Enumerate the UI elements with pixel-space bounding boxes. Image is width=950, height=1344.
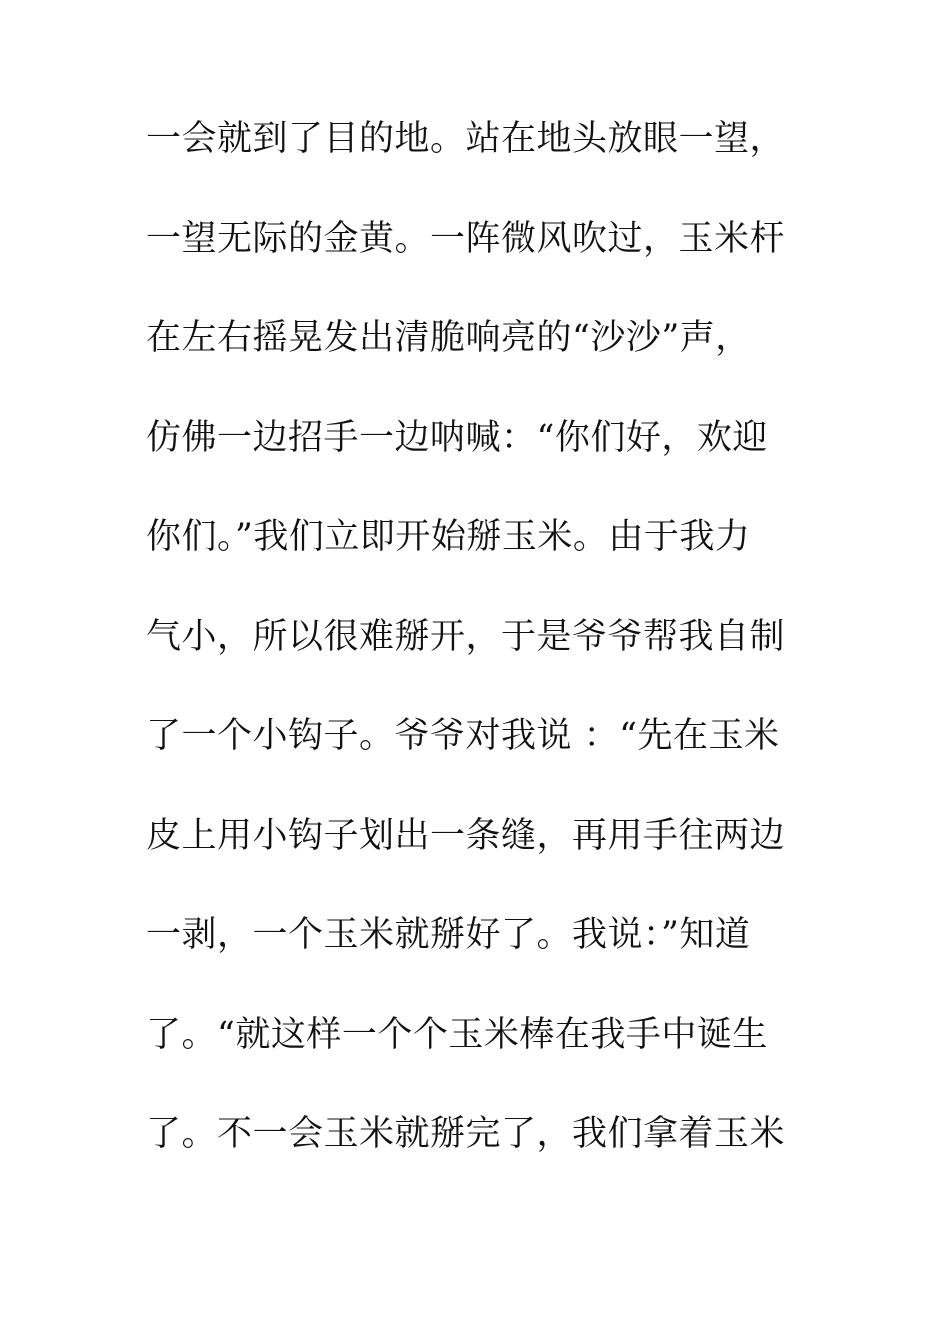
text-line-3: 在左右摇晃发出清脆响亮的“沙沙”声， xyxy=(146,318,751,358)
text-line-2: 一望无际的金黄。一阵微风吹过，玉米杆 xyxy=(146,218,786,259)
text-line-5: 你们。”我们立即开始掰玉米。由于我力 xyxy=(146,517,751,557)
text-line-8: 皮上用小钩子划出一条缝，再用手往两边 xyxy=(146,815,786,856)
text-line-1: 一会就到了目的地。站在地头放眼一望， xyxy=(146,119,786,159)
text-line-6: 气小，所以很难掰开，于是爷爷帮我自制 xyxy=(146,616,786,657)
text-line-11: 了。不一会玉米就掰完了，我们拿着玉米 xyxy=(146,1114,786,1154)
text-line-10: 了。“就这样一个个玉米棒在我手中诞生 xyxy=(146,1014,768,1055)
text-line-9: 一剥，一个玉米就掰好了。我说：”知道 xyxy=(146,915,751,955)
text-line-4: 仿佛一边招手一边呐喊：“你们好，欢迎 xyxy=(146,417,768,458)
body-text xyxy=(146,119,826,1217)
text-line-7: 了一个小钩子。爷爷对我说 ：“先在玉米 xyxy=(146,716,780,756)
